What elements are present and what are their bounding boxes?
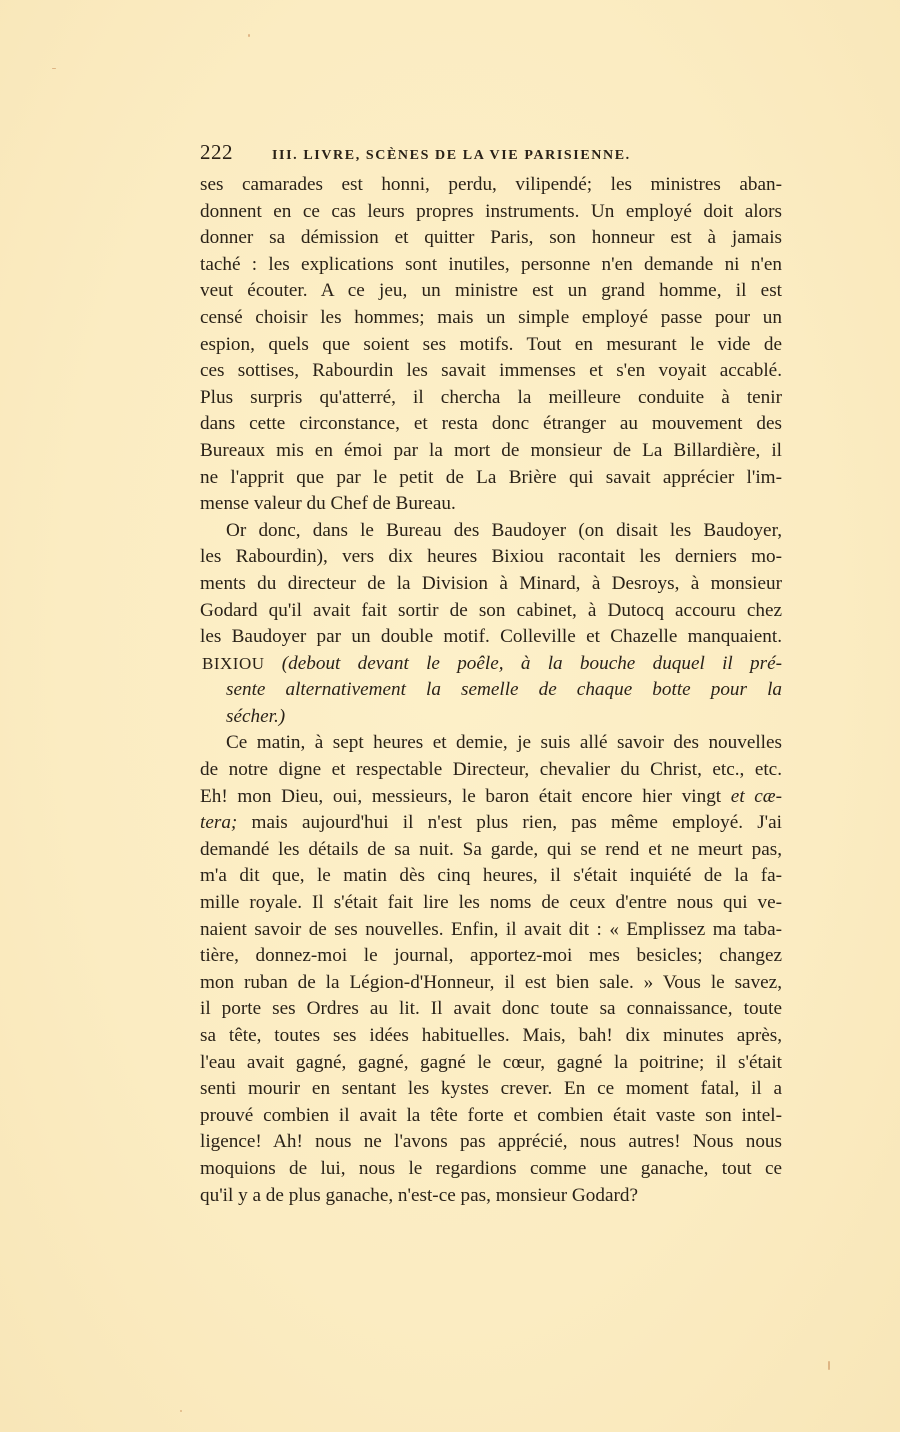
running-title: III. LIVRE, SCÈNES DE LA VIE PARISIENNE. bbox=[272, 148, 631, 163]
stage-direction-line: sente alternativement la semelle de chaque botte pour la bbox=[226, 679, 782, 701]
speech-line: il porte ses Ordres au lit. Il avait donc toute sa connaissance, toute bbox=[200, 998, 782, 1020]
text-line: censé choisir les hommes; mais un simple employé passe pour un bbox=[200, 306, 782, 328]
text-line: espion, quels que soient ses motifs. Tout en mesurant le vide de bbox=[200, 333, 782, 355]
text-line: donner sa démission et quitter Paris, son honneur est à jamais bbox=[200, 227, 782, 249]
speech-line: qu'il y a de plus ganache, n'est-ce pas, monsieur Godard? bbox=[200, 1184, 638, 1206]
speech-line: l'eau avait gagné, gagné, gagné le cœur, gagné la poitrine; il s'était bbox=[200, 1051, 782, 1073]
speech-line: demandé les détails de sa nuit. Sa garde, qui se rend et ne meurt pas, bbox=[200, 838, 782, 860]
text-line: donnent en ce cas leurs propres instruments. Un employé doit alors bbox=[200, 200, 782, 222]
speech-text: Eh! mon Dieu, oui, messieurs, le baron était encore hier vingt bbox=[200, 785, 731, 807]
text-line: ses camarades est honni, perdu, vilipendé; les ministres aban- bbox=[200, 174, 782, 195]
text-line: ces sottises, Rabourdin les savait immenses et s'en voyait accablé. bbox=[200, 360, 782, 382]
text-line: les Rabourdin), vers dix heures Bixiou racontait les derniers mo- bbox=[200, 546, 782, 568]
speech-line: mon ruban de la Légion-d'Honneur, il est bien sale. » Vous le savez, bbox=[200, 971, 782, 993]
speaker-name: BIXIOU bbox=[202, 653, 265, 673]
text-line: les Baudoyer par un double motif. Colleville et Chazelle manquaient. bbox=[200, 626, 782, 648]
speech-line bbox=[200, 784, 782, 811]
running-head bbox=[200, 140, 782, 166]
text-line: ne l'apprit que par le petit de La Brière qui savait apprécier l'im- bbox=[200, 466, 782, 488]
text-line: veut écouter. A ce jeu, un ministre est un grand homme, il est bbox=[200, 280, 782, 302]
speech-line: ligence! Ah! nous ne l'avons pas apprécié, nous autres! Nous nous bbox=[200, 1131, 782, 1153]
speech-line: senti mourir en sentant les kystes crever. En ce moment fatal, il a bbox=[200, 1078, 782, 1100]
speech-text: mais aujourd'hui il n'est plus rien, pas même employé. J'ai bbox=[237, 812, 782, 834]
text-line: Plus surpris qu'atterré, il chercha la meilleure conduite à tenir bbox=[200, 386, 782, 408]
page-number: 222 bbox=[200, 140, 233, 164]
speech-line: naient savoir de ses nouvelles. Enfin, il avait dit : « Emplissez ma taba- bbox=[200, 918, 782, 940]
paper-speck bbox=[828, 1361, 830, 1370]
paper-speck bbox=[180, 1410, 182, 1412]
speech-line: moquions de lui, nous le regardions comme une ganache, tout ce bbox=[200, 1157, 782, 1179]
speech-line: sa tête, toutes ses idées habituelles. Mais, bah! dix minutes après, bbox=[200, 1025, 782, 1046]
speech-line: prouvé combien il avait la tête forte et combien était vaste son intel- bbox=[200, 1104, 782, 1126]
stage-direction-line bbox=[200, 651, 782, 678]
paper-speck bbox=[248, 34, 250, 37]
speech-line bbox=[200, 810, 782, 837]
text-line: dans cette circonstance, et resta donc étranger au mouvement des bbox=[200, 413, 782, 435]
text-line: Bureaux mis en émoi par la mort de monsieur de La Billardière, il bbox=[200, 439, 782, 461]
stage-direction-text: (debout devant le poêle, à la bouche duquel il pré- bbox=[281, 652, 782, 674]
speech-italic: tera; bbox=[200, 812, 238, 834]
text-line: Godard qu'il avait fait sortir de son cabinet, à Dutocq accouru chez bbox=[200, 599, 782, 621]
speech-line: m'a dit que, le matin dès cinq heures, il s'était inquiété de la fa- bbox=[200, 865, 782, 887]
paper-speck bbox=[52, 68, 56, 69]
speech-line: tière, donnez-moi le journal, apportez-moi mes besicles; changez bbox=[200, 945, 782, 967]
text-line: taché : les explications sont inutiles, personne n'en demande ni n'en bbox=[200, 253, 782, 275]
text-line: ments du directeur de la Division à Minard, à Desroys, à monsieur bbox=[200, 572, 782, 594]
speech-line: de notre digne et respectable Directeur, chevalier du Christ, etc., etc. bbox=[200, 759, 782, 781]
speech-italic: et cæ- bbox=[730, 785, 782, 807]
text-line: Or donc, dans le Bureau des Baudoyer (on disait les Baudoyer, bbox=[226, 519, 782, 541]
stage-direction-line: sécher.) bbox=[226, 705, 286, 727]
speech-line: mille royale. Il s'était fait lire les noms de ceux d'entre nous qui ve- bbox=[200, 892, 782, 914]
body-text bbox=[200, 172, 782, 1209]
text-line: mense valeur du Chef de Bureau. bbox=[200, 493, 456, 515]
speech-line: Ce matin, à sept heures et demie, je suis allé savoir des nouvelles bbox=[226, 732, 782, 754]
